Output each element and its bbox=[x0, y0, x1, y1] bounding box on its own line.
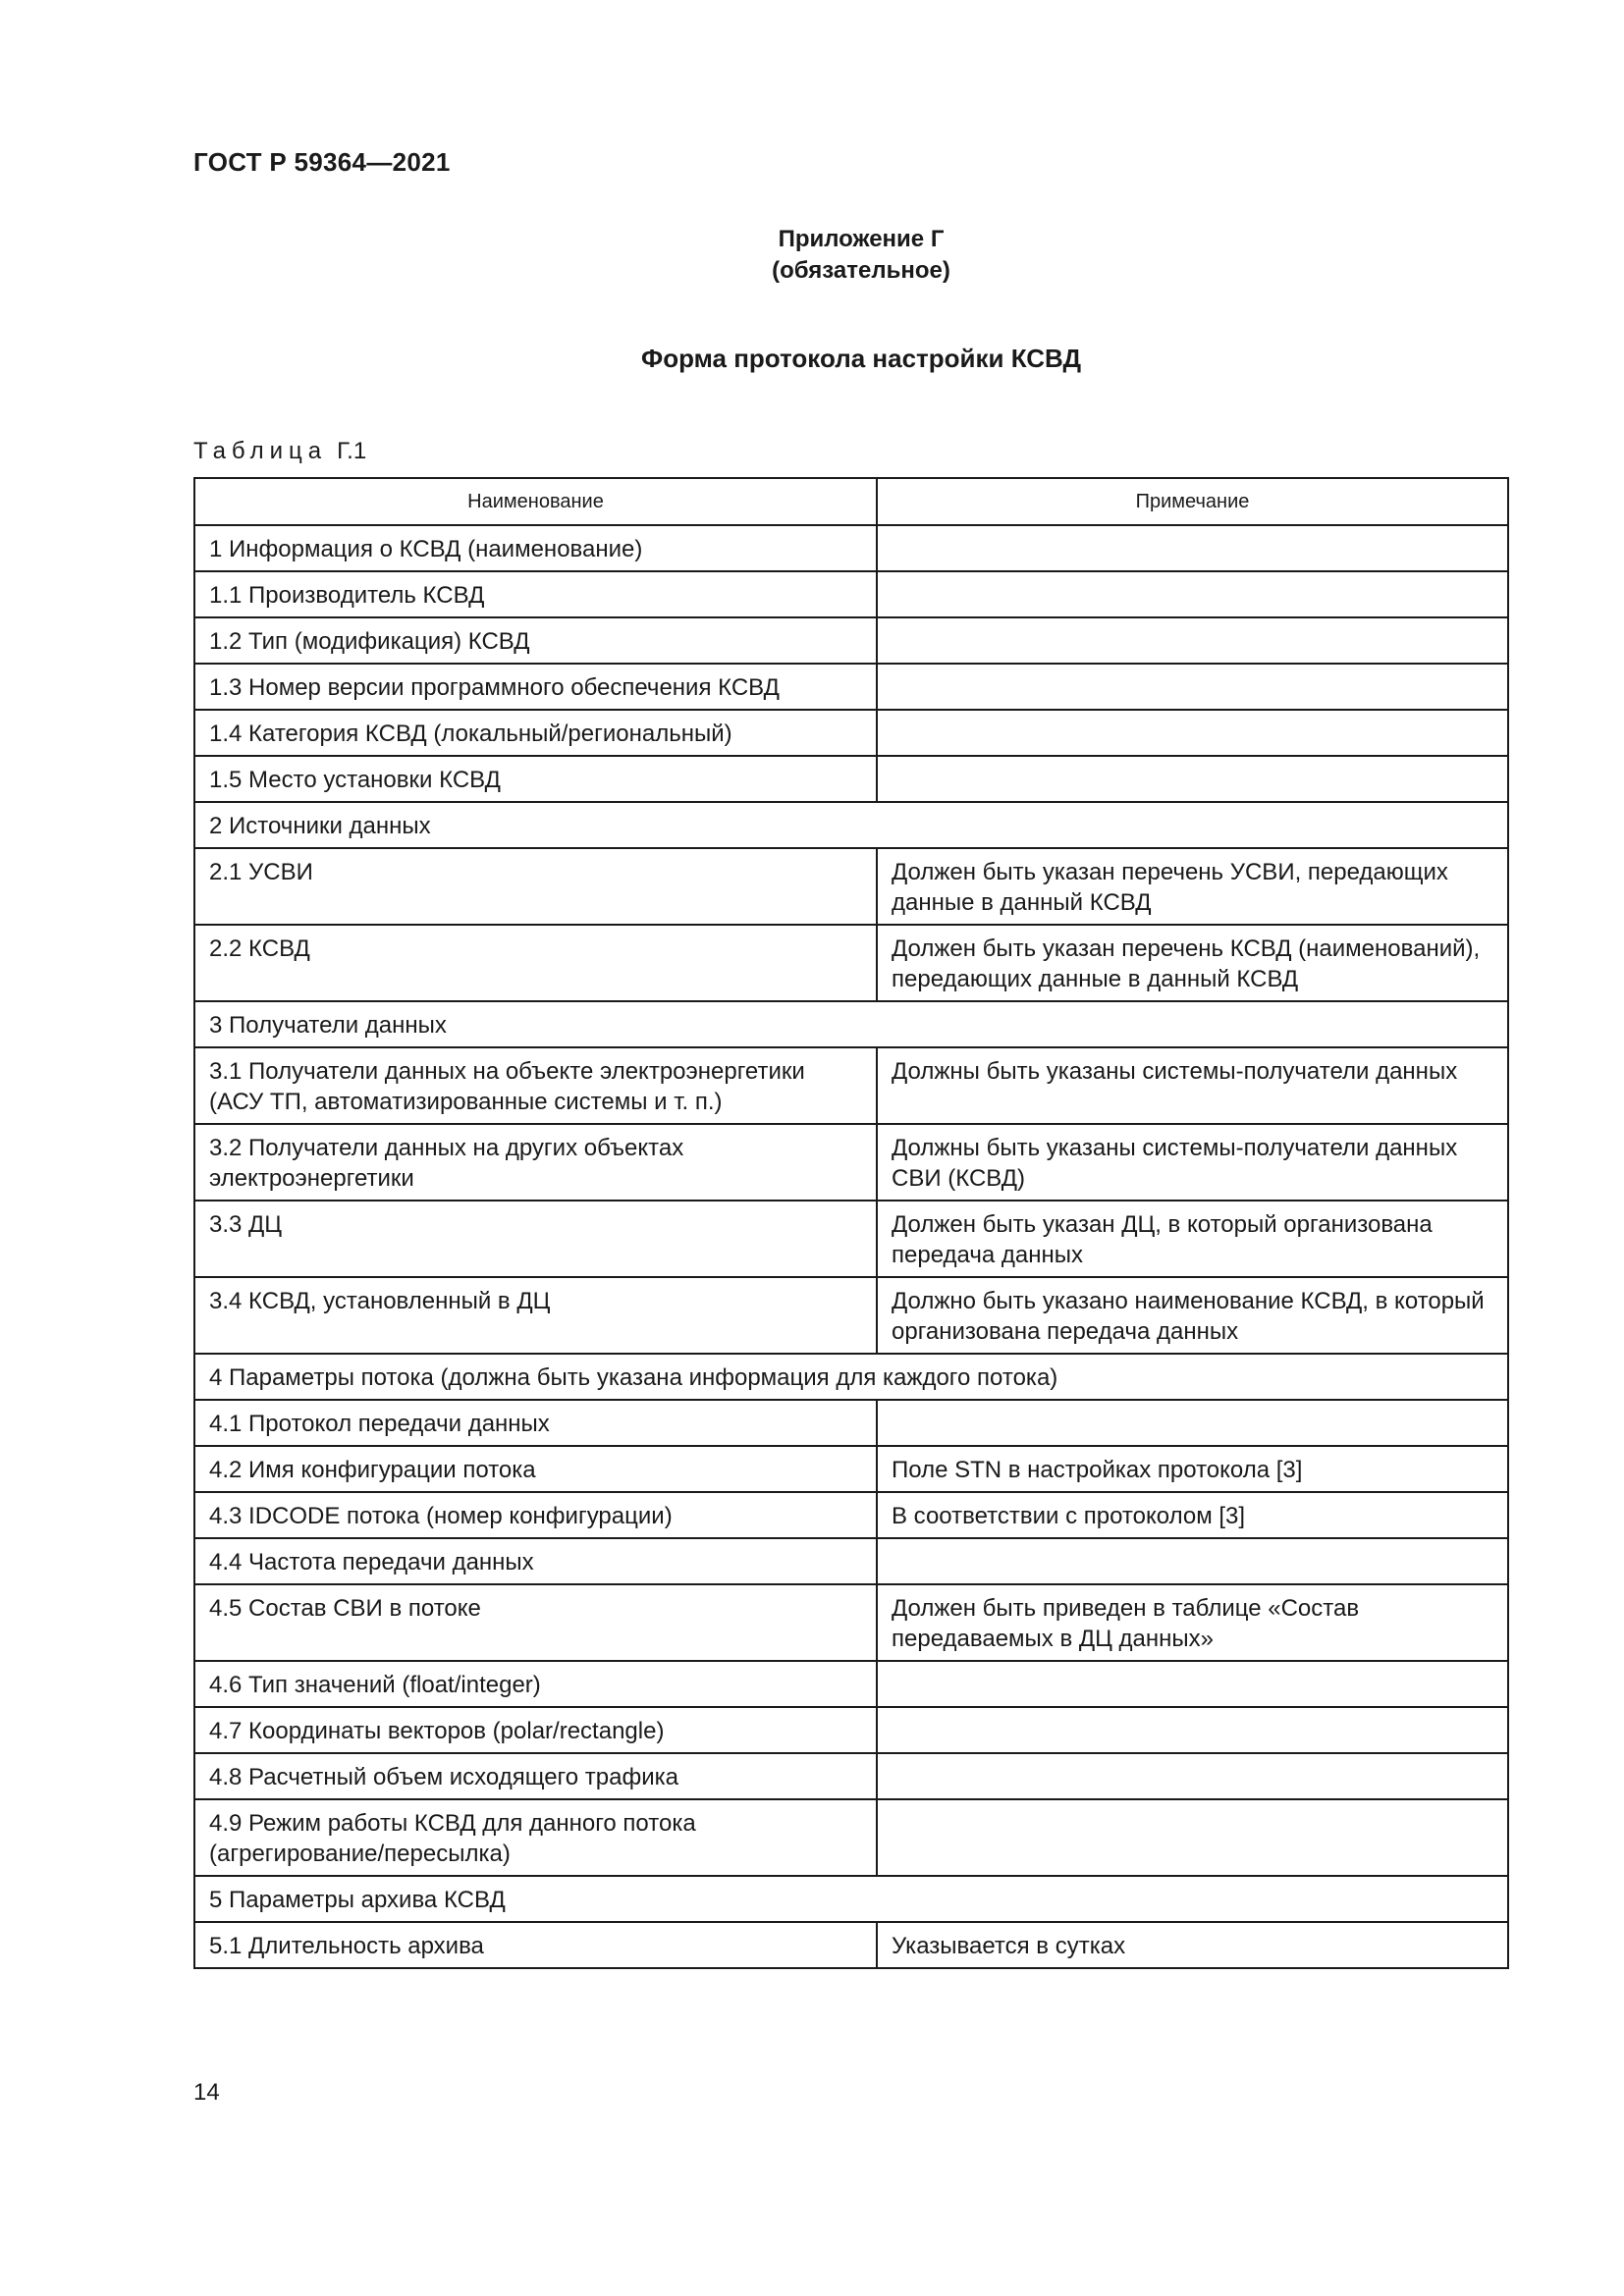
table-row bbox=[194, 1446, 1508, 1492]
table-row bbox=[194, 1538, 1508, 1584]
name-cell: 4.5 Состав СВИ в потоке bbox=[194, 1584, 877, 1661]
table-row bbox=[194, 710, 1508, 756]
note-cell: В соответствии с протоколом [3] bbox=[877, 1492, 1508, 1538]
column-header-note: Примечание bbox=[877, 478, 1508, 525]
name-cell: 5.1 Длительность архива bbox=[194, 1922, 877, 1968]
name-cell: 4.4 Частота передачи данных bbox=[194, 1538, 877, 1584]
name-cell: 4.9 Режим работы КСВД для данного потока (агрегирование/пересылка) bbox=[194, 1799, 877, 1876]
note-cell: Должен быть указан ДЦ, в который организована передача данных bbox=[877, 1201, 1508, 1277]
name-cell: 1 Информация о КСВД (наименование) bbox=[194, 525, 877, 571]
note-cell: Должен быть указан перечень УСВИ, передающих данные в данный КСВД bbox=[877, 848, 1508, 925]
note-cell: Поле STN в настройках протокола [3] bbox=[877, 1446, 1508, 1492]
table-body bbox=[194, 525, 1508, 1968]
name-cell: 4.6 Тип значений (float/integer) bbox=[194, 1661, 877, 1707]
note-cell: Указывается в сутках bbox=[877, 1922, 1508, 1968]
name-cell: 1.1 Производитель КСВД bbox=[194, 571, 877, 617]
note-cell bbox=[877, 664, 1508, 710]
name-cell: 1.4 Категория КСВД (локальный/региональный) bbox=[194, 710, 877, 756]
name-cell: 1.3 Номер версии программного обеспечения КСВД bbox=[194, 664, 877, 710]
name-cell: 3.2 Получатели данных на других объектах электроэнергетики bbox=[194, 1124, 877, 1201]
table-row bbox=[194, 1277, 1508, 1354]
name-cell: 1.5 Место установки КСВД bbox=[194, 756, 877, 802]
form-title: Форма протокола настройки КСВД bbox=[641, 344, 1081, 373]
name-cell: 4.8 Расчетный объем исходящего трафика bbox=[194, 1753, 877, 1799]
note-cell bbox=[877, 571, 1508, 617]
section-heading-cell: 3 Получатели данных bbox=[194, 1001, 1508, 1047]
table-row bbox=[194, 1753, 1508, 1799]
table-row bbox=[194, 525, 1508, 571]
table-row bbox=[194, 664, 1508, 710]
note-cell bbox=[877, 1753, 1508, 1799]
name-cell: 3.1 Получатели данных на объекте электроэнергетики (АСУ ТП, автоматизированные системы и т. п.) bbox=[194, 1047, 877, 1124]
note-cell bbox=[877, 1661, 1508, 1707]
table-row bbox=[194, 1047, 1508, 1124]
table-section-row bbox=[194, 1876, 1508, 1922]
name-cell: 2.1 УСВИ bbox=[194, 848, 877, 925]
name-cell: 4.1 Протокол передачи данных bbox=[194, 1400, 877, 1446]
section-heading-cell: 2 Источники данных bbox=[194, 802, 1508, 848]
appendix-title: Приложение Г bbox=[778, 226, 945, 252]
appendix-status: (обязательное) bbox=[772, 257, 950, 284]
table-section-row bbox=[194, 802, 1508, 848]
column-header-name: Наименование bbox=[194, 478, 877, 525]
table-row bbox=[194, 1922, 1508, 1968]
table-row bbox=[194, 925, 1508, 1001]
name-cell: 4.7 Координаты векторов (polar/rectangle) bbox=[194, 1707, 877, 1753]
note-cell: Должны быть указаны системы-получатели данных СВИ (КСВД) bbox=[877, 1124, 1508, 1201]
note-cell bbox=[877, 756, 1508, 802]
note-cell bbox=[877, 1400, 1508, 1446]
table-row bbox=[194, 617, 1508, 664]
page-number: 14 bbox=[193, 2079, 220, 2106]
table-row bbox=[194, 1201, 1508, 1277]
table-row bbox=[194, 571, 1508, 617]
note-cell: Должен быть указан перечень КСВД (наименований), передающих данные в данный КСВД bbox=[877, 925, 1508, 1001]
note-cell: Должны быть указаны системы-получатели данных bbox=[877, 1047, 1508, 1124]
appendix-heading bbox=[0, 224, 1624, 287]
note-cell bbox=[877, 525, 1508, 571]
table-caption-word: Таблица bbox=[193, 438, 328, 464]
note-cell bbox=[877, 1538, 1508, 1584]
section-heading-cell: 4 Параметры потока (должна быть указана информация для каждого потока) bbox=[194, 1354, 1508, 1400]
table-row bbox=[194, 1584, 1508, 1661]
table-row bbox=[194, 1661, 1508, 1707]
table-row bbox=[194, 1492, 1508, 1538]
standard-designation: ГОСТ Р 59364—2021 bbox=[193, 147, 451, 177]
table-row bbox=[194, 848, 1508, 925]
name-cell: 3.3 ДЦ bbox=[194, 1201, 877, 1277]
table-header-row bbox=[194, 478, 1508, 525]
table-row bbox=[194, 1124, 1508, 1201]
table-row bbox=[194, 1799, 1508, 1876]
table-caption-number: Г.1 bbox=[337, 438, 367, 464]
table-section-row bbox=[194, 1001, 1508, 1047]
name-cell: 4.2 Имя конфигурации потока bbox=[194, 1446, 877, 1492]
note-cell: Должно быть указано наименование КСВД, в который организована передача данных bbox=[877, 1277, 1508, 1354]
table-row bbox=[194, 1707, 1508, 1753]
name-cell: 2.2 КСВД bbox=[194, 925, 877, 1001]
note-cell bbox=[877, 1707, 1508, 1753]
name-cell: 1.2 Тип (модификация) КСВД bbox=[194, 617, 877, 664]
note-cell bbox=[877, 710, 1508, 756]
table-section-row bbox=[194, 1354, 1508, 1400]
note-cell: Должен быть приведен в таблице «Состав передаваемых в ДЦ данных» bbox=[877, 1584, 1508, 1661]
settings-protocol-table bbox=[193, 477, 1509, 1969]
table-row bbox=[194, 1400, 1508, 1446]
table-row bbox=[194, 756, 1508, 802]
section-heading-cell: 5 Параметры архива КСВД bbox=[194, 1876, 1508, 1922]
note-cell bbox=[877, 1799, 1508, 1876]
name-cell: 4.3 IDCODE потока (номер конфигурации) bbox=[194, 1492, 877, 1538]
note-cell bbox=[877, 617, 1508, 664]
name-cell: 3.4 КСВД, установленный в ДЦ bbox=[194, 1277, 877, 1354]
table-caption bbox=[193, 438, 366, 465]
